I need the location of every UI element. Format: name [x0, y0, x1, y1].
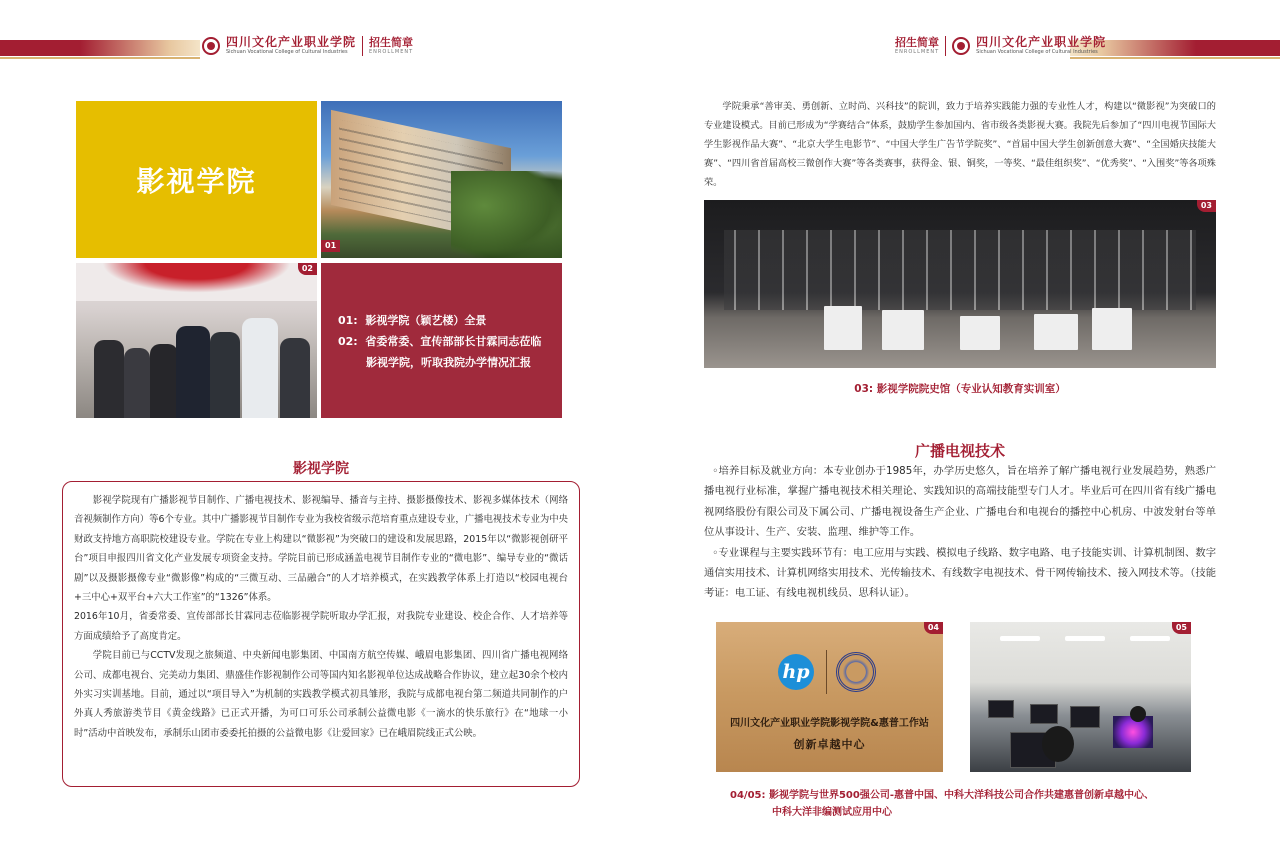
- header-right: [895, 36, 1106, 56]
- photo-computer-lab: [970, 622, 1191, 772]
- paragraph: 2016年10月，省委常委、宣传部部长甘霖同志莅临影视学院听取办学汇报，对我院专业建设、校企合作、人才培养等方面成绩给予了高度肯定。: [74, 611, 568, 642]
- photo-number: 03: [1197, 200, 1216, 212]
- photo-number: 05: [1172, 622, 1191, 634]
- photo-caption-03: 03: 影视学院院史馆（专业认知教育实训室）: [854, 383, 1066, 395]
- caption-01: 01: 影视学院（颖艺楼）全景: [338, 314, 487, 327]
- section-title-film-college: 影视学院: [293, 461, 349, 477]
- plaque-text: 四川文化产业职业学院影视学院&惠普工作站: [730, 718, 929, 729]
- photo-number: 01: [321, 240, 340, 252]
- photo-captions-block: [321, 263, 562, 418]
- paragraph: 影视学院现有广播影视节目制作、广播电视技术、影视编导、播音与主持、摄影摄像技术、影视多媒体技术（网络音视频制作方向）等6个专业。其中广播影视节目制作专业为我校省级示范培育重点建设专业，广播电视技术专业为中央财政支持地方高职院校建设专业。学院在专业上构建以“微影视”为突破口的建设和发展思路，2015年以“微影视创研平台”项目申报四川省文化产业发展专项资金支持。学院目前已形成涵盖电视节目制作专业的“微电影”、编导专业的“微话剧”以及摄影摄像专业“微影像”构成的“三微互动、三品融合”的人才培养模式，在实践教学体系上打造以“校园电视台+三中心+双平台+六大工作室”的“1326”体系。: [74, 495, 568, 604]
- header-ribbon-left: [0, 40, 200, 56]
- header-left: [202, 36, 413, 56]
- college-title-block: [76, 101, 317, 258]
- photo-official-visit: [76, 263, 317, 418]
- caption-02-cont: 影视学院，听取我院办学情况汇报: [366, 356, 531, 369]
- college-title: 影视学院: [136, 164, 257, 198]
- header-divider: [362, 36, 363, 56]
- school-logo: 四川文化产业职业学院 Sichuan Vocational College of Cultural Industries: [976, 35, 1107, 55]
- college-intro-textbox: [62, 481, 580, 787]
- college-motto-paragraph: 学院秉承“善审美、勇创新、立时尚、兴科技”的院训，致力于培养实践能力强的专业性人才，构建以“微影视”为突破口的专业建设模式。目前已形成为“学赛结合”体系，鼓励学生参加国内、省市级各类影视大赛。我院先后参加了“四川电视节国际大学生影视作品大赛”、“北京大学生电影节”、“中国大学生广告节学院奖”、“首届中国大学生创新创意大赛”、“全国婚庆技能大赛”、“四川省首届高校三微创作大赛”等各类赛事，获得金、银、铜奖，一等奖、“最佳组织奖”、“优秀奖”、“入围奖”等各项殊荣。: [704, 101, 1216, 188]
- photo-campus-building: [321, 101, 562, 258]
- photo-number: 04: [924, 622, 943, 634]
- school-seal-icon: [952, 37, 970, 55]
- broadcast-tech-body: [704, 461, 1216, 604]
- section-title-broadcast-tech: 广播电视技术: [914, 442, 1005, 460]
- paragraph: ◦培养目标及就业方向：本专业创办于1985年，办学历史悠久，旨在培养了解广播电视行业发展趋势，熟悉广播电视行业标准，掌握广播电视技术相关理论、实践知识的高端技能型专门人才。毕业后可在四川省有线广播电视网络股份有限公司及下属公司、广播电视设备生产企业、广播电台和电视台的播控中心机房、中波发射台等单位从事设计、生产、安装、监理、维护等工作。: [704, 465, 1216, 539]
- plaque-text: 创新卓越中心: [793, 738, 866, 751]
- paragraph: 学院目前已与CCTV发现之旅频道、中央新闻电影集团、中国南方航空传媒、峨眉电影集团、四川省广播电视网络公司、成都电视台、完美动力集团、鼎盛佳作影视制作公司等国内知名影视单位达成战略合作协议，建立起30余个校内外实习实训基地。目前，通过以“项目导入”为机制的实践教学模式初具雏形，我院与成都电视台第二频道共同制作的户外真人秀旅游类节目《黄金线路》已正式开播，为可口可乐公司承制公益微电影《一滴水的快乐旅行》在“地球一小时”活动中首映发布，承制乐山团市委委托拍摄的公益微电影《让爱回家》已在峨眉院线正式公映。: [74, 650, 568, 739]
- school-logo: 四川文化产业职业学院 Sichuan Vocational College of Cultural Industries: [226, 35, 357, 55]
- caption-02: 02: 省委常委、宣传部部长甘霖同志莅临: [338, 335, 542, 348]
- hp-logo-icon: hp: [778, 654, 814, 690]
- brochure-title: 招生简章 ENROLLMENT: [895, 36, 940, 55]
- college-seal-icon: [836, 652, 876, 692]
- photo-caption-04-05: 04/05: 影视学院与世界500强公司-惠普中国、中科大洋科技公司合作共建惠普创新卓越中心、 中科大洋非编测试应用中心: [730, 790, 1154, 818]
- brochure-title: 招生简章 ENROLLMENT: [369, 36, 414, 55]
- photo-hp-plaque: [716, 622, 943, 772]
- photo-history-museum: [704, 200, 1216, 368]
- header-divider: [945, 36, 946, 56]
- paragraph: ◦专业课程与主要实践环节有：电工应用与实践、模拟电子线路、数字电路、电子技能实训、计算机制图、数字通信实用技术、计算机网络实用技术、光传输技术、有线数字电视技术、骨干网传输技术、接入网技术等。（技能考证：电工证、有线电视机线员、思科认证）。: [704, 546, 1216, 600]
- photo-number: 02: [298, 263, 317, 275]
- school-seal-icon: [202, 37, 220, 55]
